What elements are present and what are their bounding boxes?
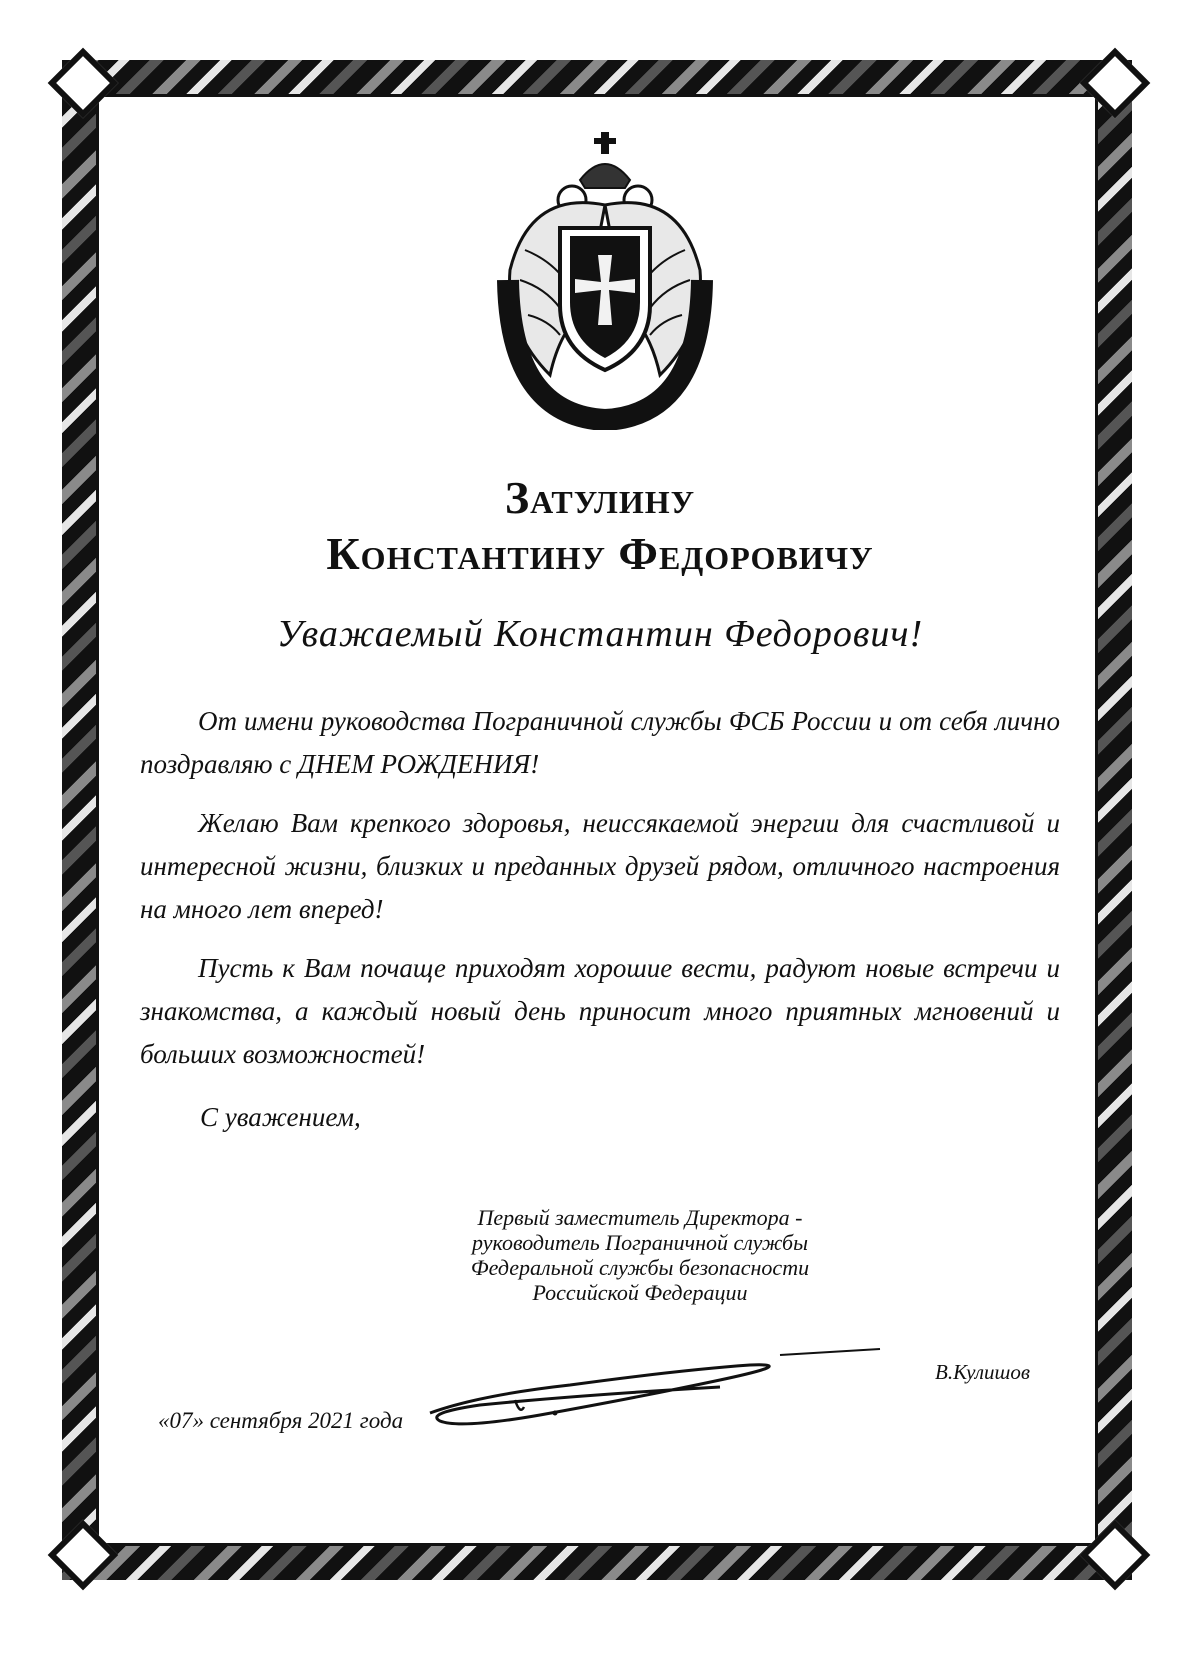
recipient-name xyxy=(140,470,1060,582)
letter-content xyxy=(140,470,1060,1133)
signer-title-line: руководитель Пограничной службы xyxy=(472,1230,808,1255)
signer-title-line: Российской Федерации xyxy=(532,1280,748,1305)
signer-title xyxy=(420,1205,860,1305)
handwritten-signature xyxy=(420,1325,890,1455)
body-paragraph-3: Пусть к Вам почаще приходят хорошие вести, радуют новые встречи и знакомства, а каждый новый день приносит много приятных мгновений и больших возможностей! xyxy=(140,953,1060,1069)
body-paragraph-2: Желаю Вам крепкого здоровья, неиссякаемой энергии для счастливой и интересной жизни, близких и преданных друзей рядом, отличного настроения на много лет вперед! xyxy=(140,808,1060,924)
border-service-emblem-icon xyxy=(490,130,720,430)
greeting: Уважаемый Константин Федорович! xyxy=(276,613,924,655)
body-paragraph-1: От имени руководства Пограничной службы ФСБ России и от себя лично поздравляю с ДНЕМ РОЖДЕНИЯ! xyxy=(140,706,1060,779)
signer-title-line: Федеральной службы безопасности xyxy=(470,1255,810,1280)
letter-date: «07» сентября 2021 года xyxy=(158,1408,404,1433)
recipient-given-names: Константину Федоровичу xyxy=(326,528,874,579)
signer-title-line: Первый заместитель Директора - xyxy=(477,1205,803,1230)
recipient-surname: Затулину xyxy=(504,472,696,523)
closing-phrase: С уважением, xyxy=(200,1102,361,1132)
signer-name: В.Кулишов xyxy=(935,1360,1031,1384)
